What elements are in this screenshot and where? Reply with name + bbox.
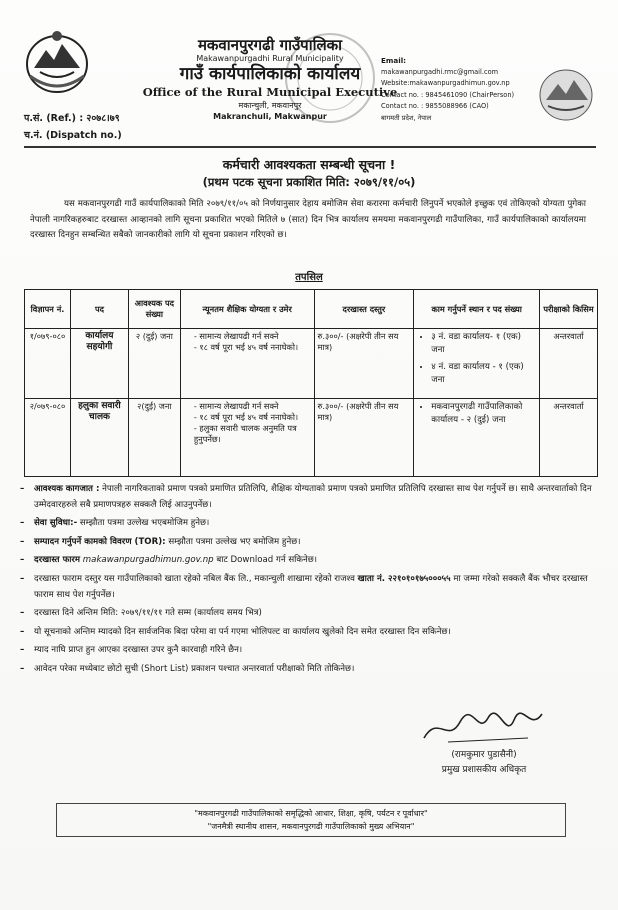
office-header (135, 36, 405, 123)
contact-chairperson: Contact no. : 9845461090 (ChairPerson) (381, 90, 515, 99)
note-text: नेपाली नागरिकताको प्रमाण पत्रको प्रमाणित प्रतिलिपि, शैक्षिक योग्यताको प्रमाण पत्रको प्रमाणित प्रतिलिपि दरखास्त साथ पेश गर्नुपर्ने छ। साथै अन्तरवार्ताको दिन उम्मेदवारहरुले सबै प्रमाणपत्रहरु सक्कलै लिई आउनुपर्नेछ। (34, 484, 592, 510)
bullet-dash: – (20, 484, 25, 494)
ad-no: १/०७९-०८० (25, 329, 71, 399)
note-label: सेवा सुविधा:- (34, 518, 78, 529)
exam-type: अन्तरवार्ता (540, 329, 598, 399)
bullet-dash: – (20, 536, 25, 547)
note-label: दरखास्त फारम (34, 555, 81, 566)
footer-slogan-1: "मकवानपुरगढी गाउँपालिकाको समृद्धिको आधार, शिक्षा, कृषि, पर्यटन र पूर्वाधार" (194, 809, 428, 818)
note-item (20, 662, 592, 678)
col-post: पद (70, 290, 128, 329)
footer-slogans (56, 803, 566, 837)
province: बागमती प्रदेश, नेपाल (381, 113, 432, 122)
note-item (20, 643, 592, 659)
notes-list (20, 482, 592, 681)
col-count: आवश्यक पद संख्या (128, 290, 180, 329)
address-np: मकान्चुली, मकवानपुर (238, 101, 302, 110)
table-row (25, 399, 598, 477)
ref-number: प.सं. (Ref.) : २०७८।७९ (24, 113, 120, 124)
ad-no: २/०७९-०८० (25, 399, 71, 477)
col-qualification: न्यूनतम शैक्षिक योग्यता र उमेर (180, 290, 314, 329)
form-website: makawanpurgadhimun.gov.np (80, 555, 214, 566)
bullet-dash: – (20, 555, 25, 566)
qualification-item: - हलुका सवारी चालक अनुमति पत्र हुनुपर्नेछ। (194, 423, 311, 445)
note-label: सम्पादन गर्नुपर्ने कामको विवरण (TOR): (34, 536, 166, 547)
email-label: Email: (381, 56, 407, 65)
note-item (20, 535, 592, 551)
contact-block (381, 55, 541, 125)
signer-title: प्रमुख प्रशासकीय अधिकृत (441, 765, 527, 775)
address-en: Makranchuli, Makwanpur (213, 112, 327, 121)
office-name-en: Office of the Rural Municipal Executive (142, 85, 398, 99)
bullet-dash: – (20, 663, 25, 674)
nepal-emblem-icon (22, 26, 92, 96)
bullet-dash: – (20, 626, 25, 637)
municipality-logo-icon (538, 68, 594, 122)
municipality-name-np: मकवानपुरगढी गाउँपालिका (197, 36, 343, 54)
qualification-item: - १८ वर्ष पूरा भई ४५ वर्ष ननाघेको। (194, 412, 311, 423)
place (414, 399, 540, 477)
qualification (180, 399, 314, 477)
municipality-name-en: Makawanpurgadhi Rural Municipality (196, 54, 344, 63)
col-exam: परीक्षाको किसिम (540, 290, 598, 329)
bullet-dash: – (20, 518, 25, 529)
count: २ (दुई) जना (128, 329, 180, 399)
note-text: बाट Download गर्न सकिनेछ। (213, 555, 318, 566)
note-text: दरखास्त फाराम दस्तुर यस गाउँपालिकाको खाता रहेको नबिल बैंक लि., मकान्चुली शाखामा रहेको राजश्व (34, 573, 358, 584)
dispatch-number: च.नं. (Dispatch no.) (24, 130, 122, 141)
post: कार्यालय सहयोगी (70, 329, 128, 399)
note-text: आवेदन परेका मध्येबाट छोटो सुची (Short List) प्रकाशन पश्चात अन्तरवार्ता परीक्षाको मिति तोकिनेछ। (34, 663, 355, 674)
note-item (20, 625, 592, 641)
qualification-item: - १८ वर्ष पूरा भई ४५ वर्ष ननाघेको। (194, 342, 311, 353)
exam-type: अन्तरवार्ता (540, 399, 598, 477)
bullet-dash: – (20, 608, 25, 619)
table-caption: तपसिल (295, 272, 323, 283)
bullet-dash: – (20, 573, 25, 584)
intro-paragraph: यस मकवानपुरगढी गाउँ कार्यपालिकाको मिति २०७९/११/०५ को निर्णयानुसार देहाय बमोजिम सेवा करारमा कर्मचारी लिनुपर्ने भएकोले इच्छुक एवं तोकिएको योग्यता पुगेका नेपाली नागरिकहरुबाट दरखास्त आव्हानको लागि सूचना प्रकाशित भएको मितिले ७ (सात) दिन भित्र कार्यालय समयमा मकवानपुरगढी गाउँपालिका, गाउँ कार्यपालिकाको कार्यालयमा दरखास्त दिनहुन सम्बन्धित सबैको जानकारीको लागि यो सूचना प्रकाशन गरिएको छ। (30, 199, 586, 240)
note-text: सम्झौता पत्रमा उल्लेख भए बमोजिम हुनेछ। (165, 536, 301, 547)
note-label: आवश्यक कागजात : (34, 484, 100, 494)
place (414, 329, 540, 399)
note-item (20, 482, 592, 513)
place-item: • ३ नं. वडा कार्यालय- १ (एक) जना (431, 331, 536, 357)
place-item: • मकवानपुरगढी गाउँपालिकाको कार्यालय - २ (दुई) जना (431, 401, 536, 427)
fee: रु.३००/- (अक्षरेपी तीन सय मात्र) (314, 399, 414, 477)
signatory (404, 748, 564, 778)
note-text: मा जम्मा गरेको सक्कलै बैंक भौचर दरखास्त फाराम साथ पेश गर्नुपर्नेछ। (34, 573, 588, 600)
note-text: दरखास्त दिने अन्तिम मिति: २०७९/११/११ गते सम्म (कार्यालय समय भित्र) (34, 608, 262, 619)
contact-cao: Contact no. : 9855088966 (CAO) (381, 102, 489, 111)
notice-subtitle: (प्रथम पटक सूचना प्रकाशित मिति: २०७९/११/०५) (202, 175, 416, 189)
note-text: म्याद नाघि प्राप्त हुन आएका दरखास्त उपर कुनै कारवाही गरिने छैन। (34, 645, 243, 656)
note-item (20, 606, 592, 622)
fee: रु.३००/- (अक्षरेपी तीन सय मात्र) (314, 329, 414, 399)
signer-name: (रामकुमार पुडासैनी) (451, 750, 517, 760)
note-text: यो सूचनाको अन्तिम म्यादको दिन सार्वजनिक बिदा परेमा वा पर्न गएमा भोलिपल्ट वा कार्यालय खुलेको दिन समेत दरखास्त दिन सकिनेछ। (34, 626, 451, 637)
col-fee: दरखास्त दस्तुर (314, 290, 414, 329)
vacancy-table (24, 289, 598, 477)
qualification-item: - सामान्य लेखापढी गर्न सक्ने (194, 331, 311, 342)
table-row (25, 329, 598, 399)
note-item (20, 553, 592, 569)
bank-account: खाता नं. २२१०१०१७५०००५५ (357, 573, 451, 584)
bullet-dash: – (20, 645, 25, 656)
signature-icon (418, 708, 548, 748)
footer-slogan-2: "जनमैत्री स्थानीय शासन, मकवानपुरगढी गाउँपालिकाको मुख्य अभियान" (207, 822, 415, 831)
col-place: काम गर्नुपर्ने स्थान र पद संख्या (414, 290, 540, 329)
count: २(दुई) जना (128, 399, 180, 477)
qualification-item: - सामान्य लेखापढी गर्न सक्ने (194, 401, 311, 412)
email-address: makawanpurgadhi.rmc@gmail.com (381, 67, 499, 76)
notice-title: कर्मचारी आवश्यकता सम्बन्धी सूचना ! (222, 157, 396, 172)
office-name-np: गाउँ कार्यपालिकाको कार्यालय (179, 64, 361, 84)
reference-block (24, 110, 122, 144)
table-header-row (25, 290, 598, 329)
note-item (20, 516, 592, 532)
note-text: सम्झौता पत्रमा उल्लेख भएबमोजिम हुनेछ। (77, 518, 210, 529)
header-divider (24, 146, 596, 148)
qualification (180, 329, 314, 399)
place-item: • ४ नं. वडा कार्यालय - १ (एक) जना (431, 361, 536, 387)
note-item (20, 572, 592, 603)
post: हलुका सवारी चालक (70, 399, 128, 477)
website: Website:makawanpurgadhimun.gov.np (381, 79, 510, 88)
col-ad-no: विज्ञापन नं. (25, 290, 71, 329)
